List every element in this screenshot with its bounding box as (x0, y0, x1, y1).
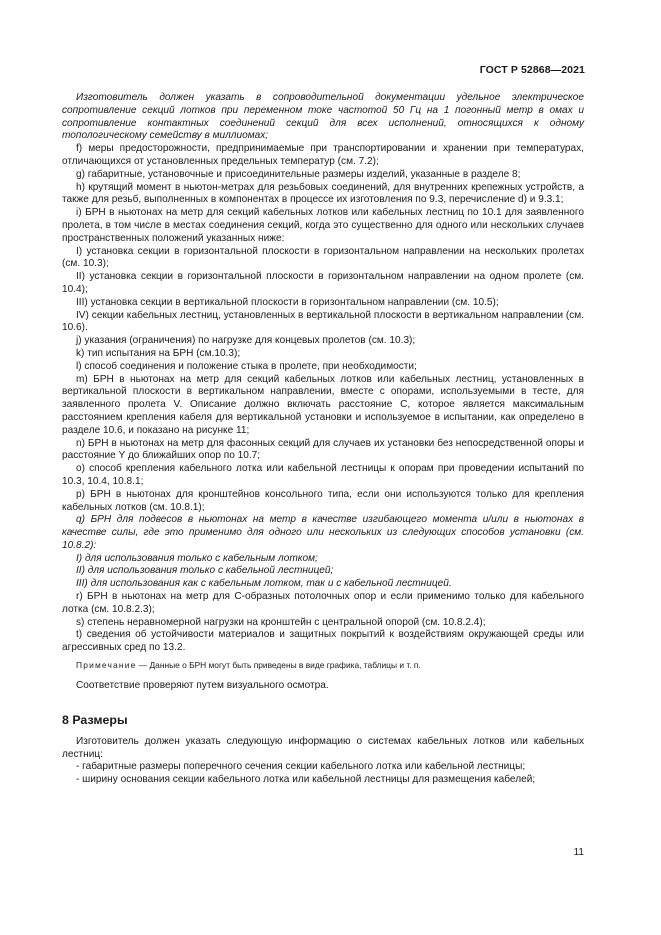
list-item-r: r) БРН в ньютонах на метр для С-образных потолочных опор и если применимо только для кабельного лотка (см. 10.8.2.3); (62, 591, 584, 615)
list-item-f: f) меры предосторожности, предпринимаемые при транспортировании и хранении при температурах, отличающихся от установленных предельных температур (см. 7.2); (62, 143, 584, 167)
list-item-q-3: III) для использования как с кабельным лотком, так и с кабельной лестницей. (76, 578, 452, 590)
list-item-i: i) БРН в ньютонах на метр для секций кабельных лотков или кабельных лестниц по 10.1 для заявленного пролета, в том числе в местах соединения секций, когда это существенно для одного или нескольких случаев пространственных положений указанных ниже: (62, 207, 584, 244)
note (62, 660, 584, 671)
list-item-j: j) указания (ограничения) по нагрузке для концевых пролетов (см. 10.3); (76, 335, 416, 347)
document-body (62, 92, 584, 787)
list-item-l: l) способ соединения и положение стыка в пролете, при необходимости; (76, 360, 417, 372)
section-intro: Изготовитель должен указать следующую информацию о системах кабельных лотков или кабельных лестниц: (62, 735, 584, 760)
list-item-i-4: IV) секции кабельных лестниц, установленных в вертикальной плоскости в вертикальном направлении (см. 10.6). (62, 309, 584, 334)
section-heading: 8 Размеры (62, 712, 128, 727)
note-label: Примечание (76, 660, 137, 671)
dash-item-2: - ширину основания секции кабельного лотка или кабельной лестницы для размещения кабелей; (76, 774, 536, 786)
list-item-i-2: II) установка секции в горизонтальной плоскости в горизонтальном направлении на одном пролете (см. 10.4); (62, 271, 584, 295)
list-item-i-3: III) установка секции в вертикальной плоскости в горизонтальном направлении (см. 10.5); (76, 296, 499, 308)
list-item-g: g) габаритные, установочные и присоединительные размеры изделий, указанные в разделе 8; (76, 168, 521, 180)
list-item-p: p) БРН в ньютонах для кронштейнов консольного типа, если они используются только для крепления кабельных лотков (см. 10.8.1); (62, 488, 584, 513)
page-number: 11 (573, 847, 584, 858)
list-item-n: n) БРН в ньютонах на метр для фасонных секций для случаев их установки без непосредственной опоры и расстояние Y до ближайших опор по 10.7; (62, 437, 584, 462)
note-text: — Данные о БРН могут быть приведены в виде графика, таблицы и т. п. (136, 660, 421, 671)
list-item-q-1: I) для использования только с кабельным лотком; (76, 552, 318, 564)
document-code: ГОСТ Р 52868—2021 (479, 64, 585, 76)
list-item-h: h) крутящий момент в ньютон-метрах для резьбовых соединений, для внутренних крепежных устройств, а также для резьб, выполненных в компонентах в процессе их изготовления по 9.3, перечисление d) и 9.3.1; (62, 181, 584, 206)
list-item-q-2: II) для использования только с кабельной лестницей; (76, 565, 334, 577)
list-item-m: m) БРН в ньютонах на метр для секций кабельных лотков или кабельных лестниц, установленных в вертикальной плоскости в вертикальном направлении, вместе с опорами, используемыми в тесте, для заявленного пролета V. Описание должно включать расстояние С, которое является максимальным расстоянием крепления кабеля для вертикальной установки и используемое в испытании, как определено в разделе 10.6, и показано на рисунке 11; (62, 373, 584, 436)
list-item-t: t) сведения об устойчивости материалов и защитных покрытий к воздействиям окружающей среды или агрессивных сред по 13.2. (62, 629, 584, 654)
list-item-k: k) тип испытания на БРН (см.10.3); (76, 347, 241, 359)
list-item-q: q) БРН для подвесов в ньютонах на метр в качестве изгибающего момента и/или в ньютонах в качестве силы, где это применимо для одного или нескольких из следующих способов установки (см. 10.8.2): (62, 514, 584, 551)
list-item-o: o) способ крепления кабельного лотка или кабельной лестницы к опорам при проведении испытаний по 10.3, 10.4, 10.8.1; (62, 463, 584, 487)
conformity-statement: Соответствие проверяют путем визуального осмотра. (76, 680, 329, 692)
list-item-i-1: I) установка секции в горизонтальной плоскости в горизонтальном направлении на нескольких пролетах (см. 10.3); (62, 245, 584, 270)
list-item-s: s) степень неравномерной нагрузки на кронштейн с центральной опорой (см. 10.8.2.4); (76, 616, 486, 628)
paragraph-resistance: Изготовитель должен указать в сопроводительной документации удельное электрическое сопротивление секций лотков при переменном токе частотой 50 Гц на 1 погонный метр в омах и сопротивление контактных соединений секций для всех исполнений, относящихся к одному топологическому семейству в миллиомах; (62, 92, 584, 142)
dash-item-1: - габаритные размеры поперечного сечения секции кабельного лотка или кабельной лестницы; (76, 761, 526, 773)
